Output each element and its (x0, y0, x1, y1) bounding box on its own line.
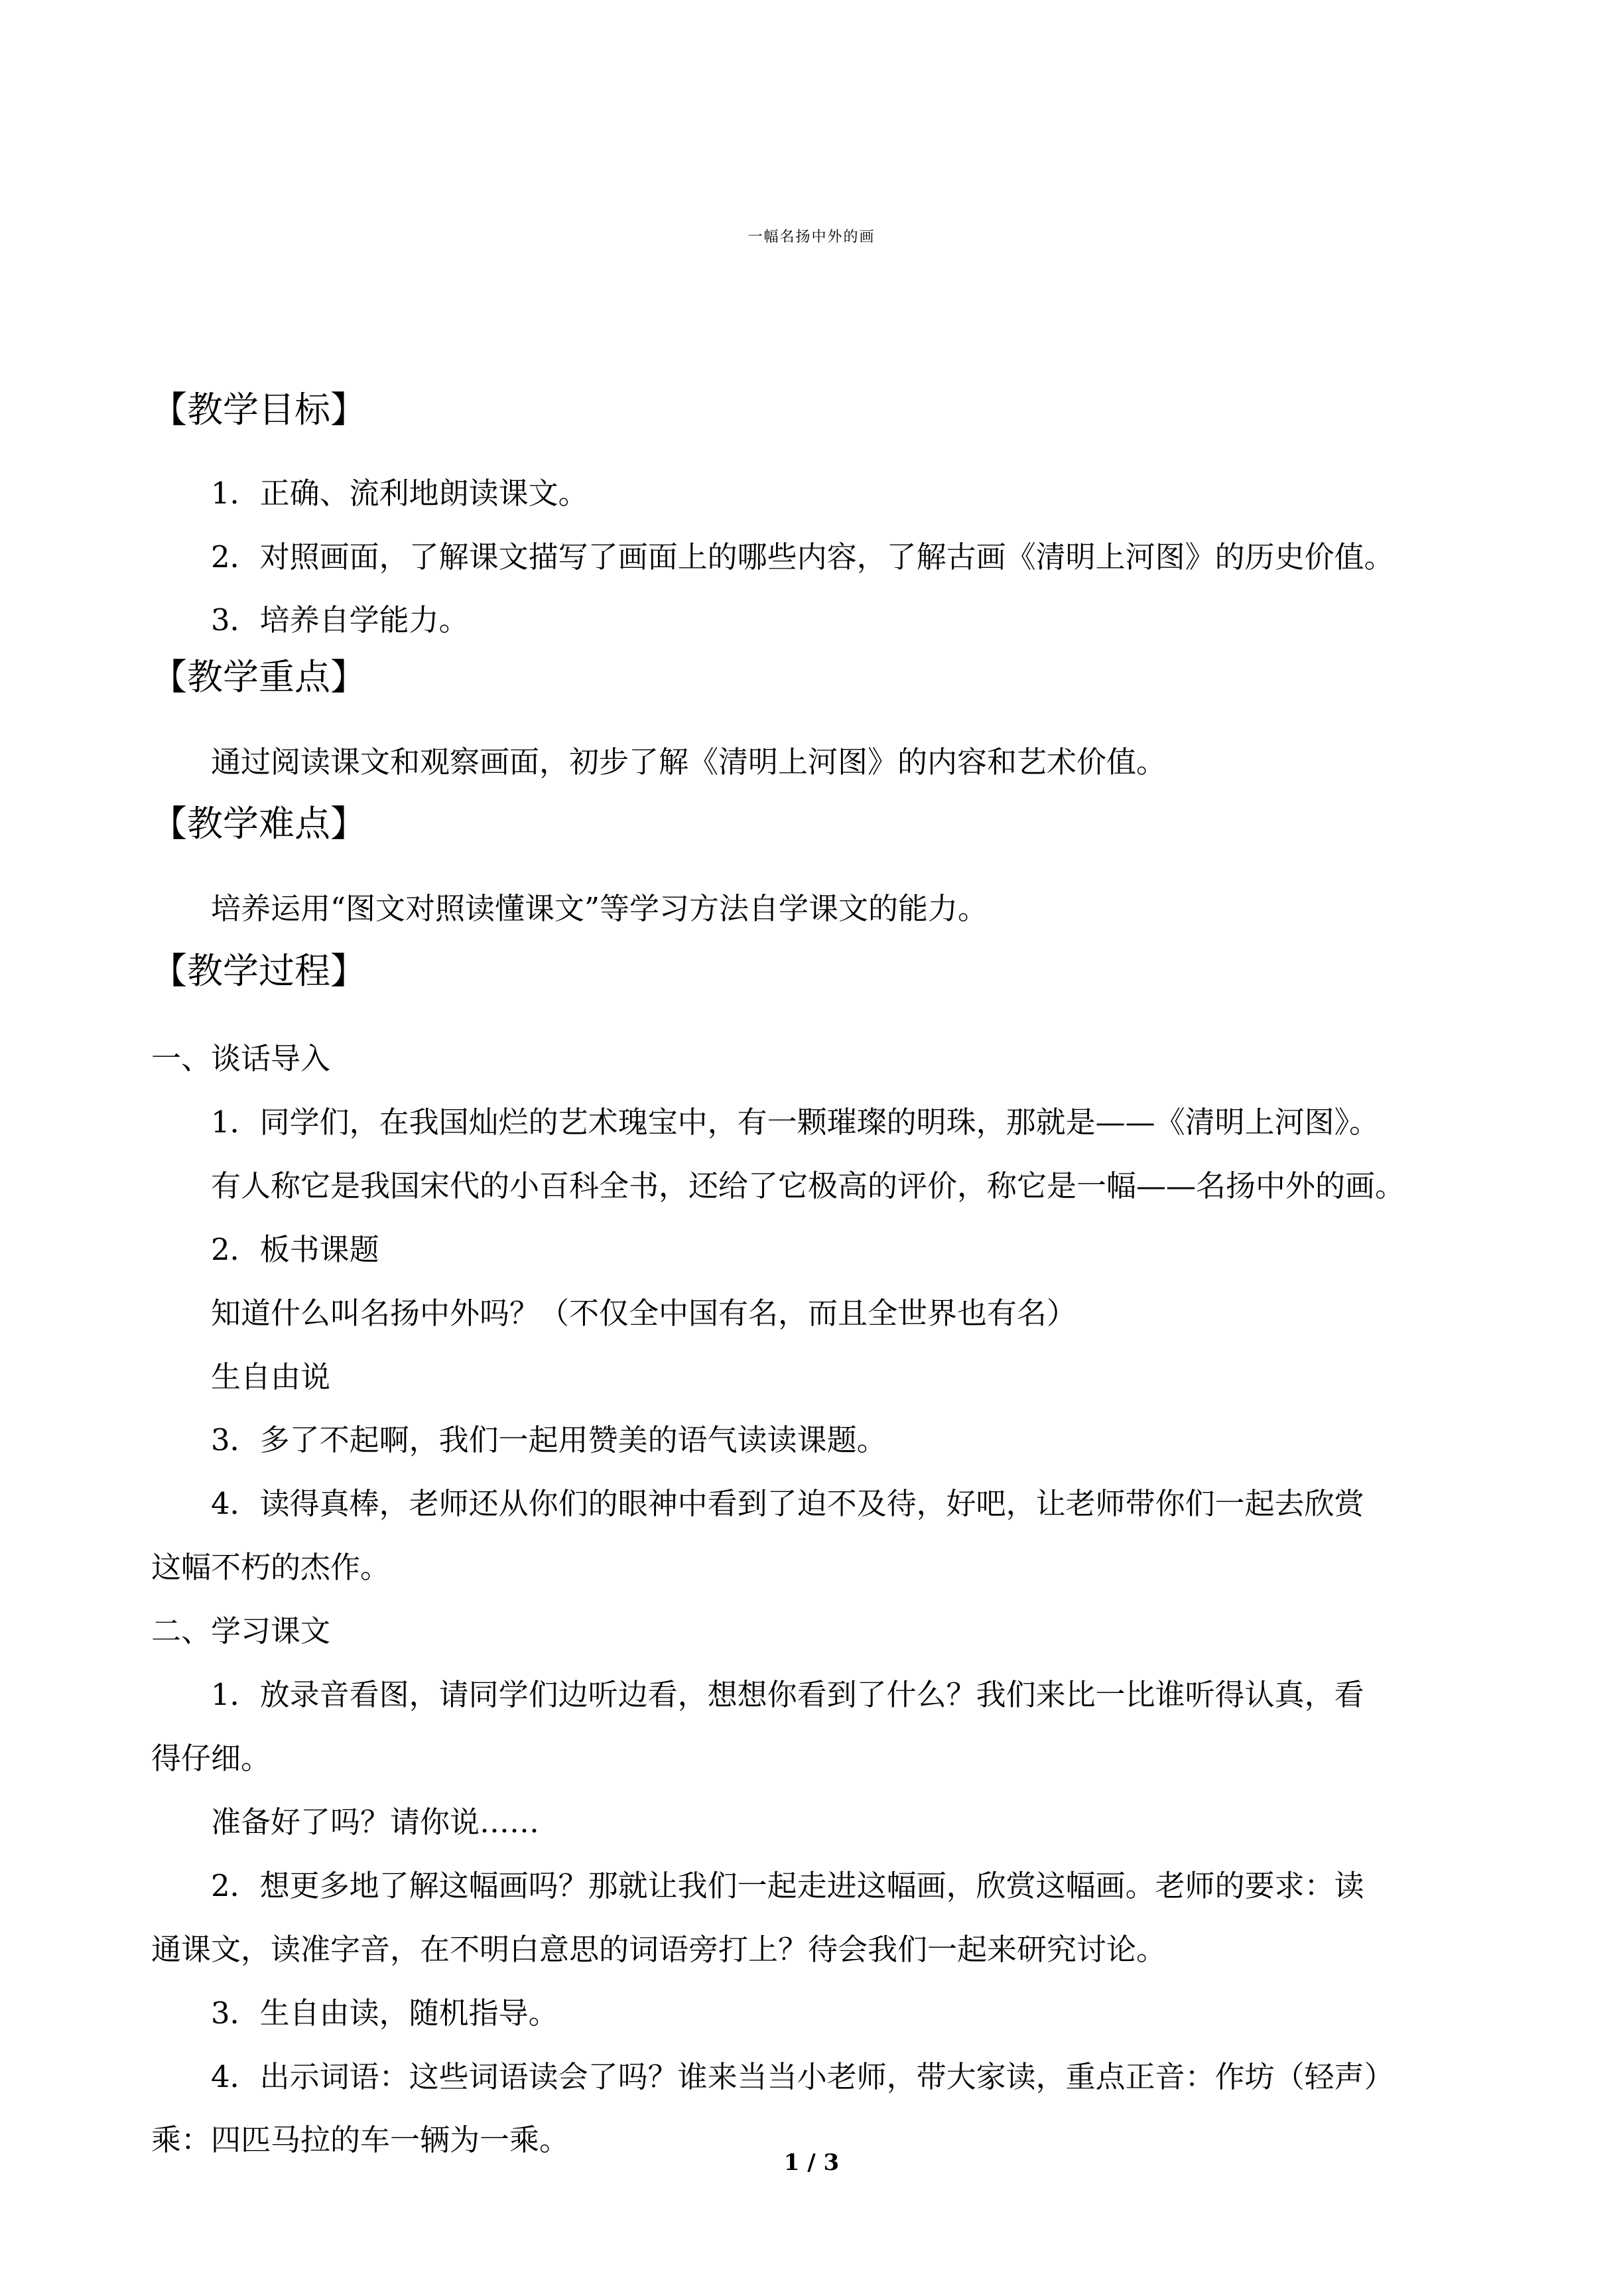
process-line: 3．生自由读，随机指导。 (211, 1995, 558, 2031)
heading-process: 【教学过程】 (151, 950, 366, 992)
process-line: 知道什么叫名扬中外吗？（不仅全中国有名，而且全世界也有名） (211, 1296, 1077, 1331)
process-line: 4．读得真棒，老师还从你们的眼神中看到了迫不及待，好吧，让老师带你们一起去欣赏 (211, 1486, 1364, 1521)
process-line: 2．想更多地了解这幅画吗？那就让我们一起走进这幅画，欣赏这幅画。老师的要求：读 (211, 1868, 1364, 1903)
process-line: 3．多了不起啊，我们一起用赞美的语气读读课题。 (211, 1422, 887, 1457)
process-line: 这幅不朽的杰作。 (151, 1550, 391, 1585)
objective-item: 2．对照画面，了解课文描写了画面上的哪些内容，了解古画《清明上河图》的历史价值。 (211, 539, 1394, 574)
process-line: 1．同学们，在我国灿烂的艺术瑰宝中，有一颗璀璨的明珠，那就是——《清明上河图》。 (211, 1105, 1380, 1140)
heading-objectives: 【教学目标】 (151, 389, 366, 431)
page-number: 1 / 3 (783, 2149, 840, 2176)
process-line: 得仔细。 (151, 1741, 271, 1776)
objective-item: 1．正确、流利地朗读课文。 (211, 476, 588, 511)
document-title: 一幅名扬中外的画 (747, 229, 876, 245)
process-line: 4．出示词语：这些词语读会了吗？谁来当当小老师，带大家读，重点正音：作坊（轻声） (211, 2059, 1394, 2094)
process-part-title: 一、谈话导入 (151, 1041, 331, 1076)
key-points-text: 通过阅读课文和观察画面，初步了解《清明上河图》的内容和艺术价值。 (211, 744, 1167, 779)
process-line: 准备好了吗？请你说…… (211, 1804, 540, 1840)
heading-difficulties: 【教学难点】 (151, 803, 366, 844)
process-line: 通课文，读准字音，在不明白意思的词语旁打上？待会我们一起来研究讨论。 (151, 1932, 1167, 1967)
process-part-title: 二、学习课文 (151, 1613, 331, 1649)
process-line: 有人称它是我国宋代的小百科全书，还给了它极高的评价，称它是一幅——名扬中外的画。 (211, 1168, 1405, 1203)
process-line: 1．放录音看图，请同学们边听边看，想想你看到了什么？我们来比一比谁听得认真，看 (211, 1677, 1364, 1712)
process-line: 2．板书课题 (211, 1232, 379, 1267)
process-line: 生自由说 (211, 1359, 331, 1394)
heading-key-points: 【教学重点】 (151, 656, 366, 698)
process-line: 乘：四匹马拉的车一辆为一乘。 (151, 2122, 570, 2157)
objective-item: 3．培养自学能力。 (211, 602, 469, 638)
difficulties-text: 培养运用“图文对照读懂课文”等学习方法自学课文的能力。 (211, 891, 988, 926)
